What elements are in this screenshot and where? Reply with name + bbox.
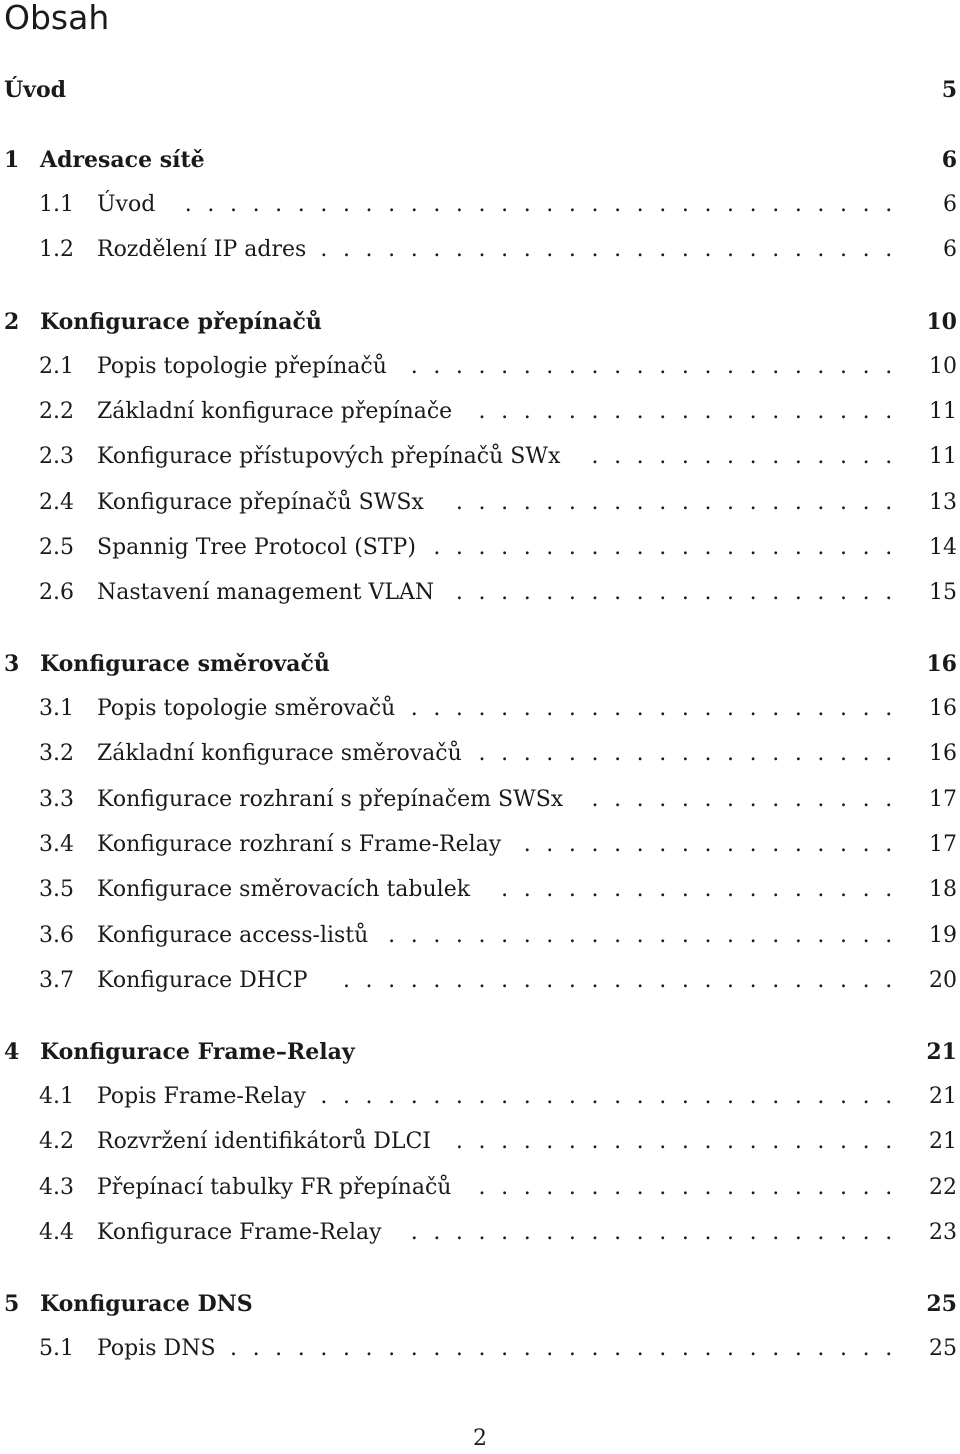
section-label: Rozvržení identifikátorů DLCI [97,1127,433,1157]
section-number: 3.7 [39,968,74,993]
section-label: Konfigurace Frame-Relay [97,1218,384,1248]
dot-leader: . . . . . . . . . . . . . . . . . . . . . . [410,1220,893,1245]
section-label: Popis topologie přepínačů [97,352,389,382]
toc-section-3-2[interactable] [0,739,960,769]
section-page: 6 [943,192,957,217]
section-number: 4.2 [39,1129,74,1154]
section-number: 4.1 [39,1084,74,1109]
section-page: 18 [929,877,957,902]
chapter-label: Konfigurace Frame–Relay [40,1039,355,1065]
toc-section-2-3[interactable] [0,442,960,472]
toc-section-1-1[interactable] [0,190,960,220]
toc-section-4-3[interactable] [0,1173,960,1203]
dot-leader: . . . . . . . . . . . . . . . . . . . . . . . . . . [320,237,893,262]
toc-section-5-1[interactable] [0,1334,960,1364]
toc-chapter-5[interactable] [0,1289,960,1319]
toc-section-2-1[interactable] [0,352,960,382]
section-number: 4.3 [39,1175,74,1200]
dot-leader: . . . . . . . . . . . . . . . . . . . . [455,490,893,515]
section-page: 25 [929,1336,957,1361]
toc-chapter-4[interactable] [0,1037,960,1067]
toc-section-3-4[interactable] [0,830,960,860]
section-page: 16 [929,741,957,766]
dot-leader: . . . . . . . . . . . . . . . . . . . . . [433,535,893,560]
dot-leader: . . . . . . . . . . . . . . . . . . . [478,1175,893,1200]
chapter-number: 5 [4,1291,20,1317]
section-page: 20 [929,968,957,993]
section-label: Konfigurace přepínačů SWSx [97,488,426,518]
page-title: Obsah [4,0,110,37]
section-label: Popis topologie směrovačů [97,694,397,724]
section-page: 22 [929,1175,957,1200]
section-label: Konfigurace přístupových přepínačů SWx [97,442,562,472]
dot-leader: . . . . . . . . . . . . . . . . . . . [478,741,893,766]
section-number: 2.3 [39,444,74,469]
toc-section-2-5[interactable] [0,533,960,563]
toc-section-3-3[interactable] [0,785,960,815]
section-number: 1.1 [39,192,74,217]
section-page: 21 [929,1129,957,1154]
section-label: Konfigurace směrovacích tabulek [97,875,472,905]
section-page: 11 [929,444,957,469]
toc-chapter-3[interactable] [0,649,960,679]
section-label: Popis Frame-Relay [97,1082,308,1112]
section-number: 2.6 [39,580,74,605]
section-number: 3.4 [39,832,74,857]
section-page: 17 [929,832,957,857]
dot-leader: . . . . . . . . . . . . . . . . . . . . [455,1129,893,1154]
section-page: 10 [929,354,957,379]
section-label: Popis DNS [97,1334,218,1364]
section-number: 3.6 [39,923,74,948]
section-label: Konfigurace rozhraní s Frame-Relay [97,830,503,860]
dot-leader: . . . . . . . . . . . . . . . . . . . . . . [410,354,893,379]
section-label: Základní konfigurace přepínače [97,397,454,427]
section-label: Přepínací tabulky FR přepínačů [97,1173,453,1203]
section-number: 4.4 [39,1220,74,1245]
toc-section-2-4[interactable] [0,488,960,518]
chapter-number: 4 [4,1039,20,1065]
toc-entry-page: 5 [941,77,957,103]
chapter-label: Konfigurace přepínačů [40,309,322,335]
toc-section-4-2[interactable] [0,1127,960,1157]
dot-leader: . . . . . . . . . . . . . . . . . [523,832,893,857]
section-number: 3.3 [39,787,74,812]
dot-leader: . . . . . . . . . . . . . . . . . . . . . . . [388,923,893,948]
section-number: 5.1 [39,1336,74,1361]
chapter-label: Adresace sítě [40,147,205,173]
section-label: Rozdělení IP adres [97,235,308,265]
toc-section-3-5[interactable] [0,875,960,905]
section-label: Spannig Tree Protocol (STP) [97,533,418,563]
section-page: 15 [929,580,957,605]
dot-leader: . . . . . . . . . . . . . . . . . . [501,877,893,902]
section-label: Úvod [97,190,157,220]
toc-chapter-1[interactable] [0,145,960,175]
dot-leader: . . . . . . . . . . . . . . . . . . . . . . . . . [342,968,893,993]
chapter-label: Konfigurace směrovačů [40,651,330,677]
section-number: 2.1 [39,354,74,379]
section-number: 2.2 [39,399,74,424]
chapter-page: 10 [926,309,957,335]
section-number: 2.5 [39,535,74,560]
section-label: Konfigurace DHCP [97,966,310,996]
dot-leader: . . . . . . . . . . . . . . . . . . . [478,399,893,424]
chapter-number: 1 [4,147,20,173]
section-page: 19 [929,923,957,948]
chapter-page: 25 [926,1291,957,1317]
toc-section-3-1[interactable] [0,694,960,724]
section-page: 16 [929,696,957,721]
toc-section-2-2[interactable] [0,397,960,427]
chapter-page: 6 [941,147,957,173]
chapter-page: 16 [926,651,957,677]
section-page: 21 [929,1084,957,1109]
dot-leader: . . . . . . . . . . . . . . . . . . . . . . . . . . . . . . . . [184,192,893,217]
toc-section-4-4[interactable] [0,1218,960,1248]
section-page: 17 [929,787,957,812]
section-page: 23 [929,1220,957,1245]
section-page: 13 [929,490,957,515]
dot-leader: . . . . . . . . . . . . . . [591,787,893,812]
section-page: 11 [929,399,957,424]
toc-section-3-7[interactable] [0,966,960,996]
section-page: 6 [943,237,957,262]
section-number: 1.2 [39,237,74,262]
section-number: 3.2 [39,741,74,766]
section-number: 2.4 [39,490,74,515]
section-label: Konfigurace access-listů [97,921,370,951]
chapter-page: 21 [926,1039,957,1065]
section-page: 14 [929,535,957,560]
toc-chapter-2[interactable] [0,307,960,337]
section-label: Konfigurace rozhraní s přepínačem SWSx [97,785,565,815]
toc-section-4-1[interactable] [0,1082,960,1112]
chapter-number: 2 [4,309,20,335]
chapter-label: Konfigurace DNS [40,1291,253,1317]
toc-section-2-6[interactable] [0,578,960,608]
toc-entry-label: Úvod [4,77,67,103]
dot-leader: . . . . . . . . . . . . . . . . . . . . . . . . . . [320,1084,893,1109]
dot-leader: . . . . . . . . . . . . . . . . . . . . [455,580,893,605]
toc-entry-uvod[interactable] [0,75,960,105]
dot-leader: . . . . . . . . . . . . . . . . . . . . . . [410,696,893,721]
section-label: Nastavení management VLAN [97,578,436,608]
page-number: 2 [473,1426,487,1451]
section-number: 3.5 [39,877,74,902]
section-label: Základní konfigurace směrovačů [97,739,464,769]
chapter-number: 3 [4,651,20,677]
dot-leader: . . . . . . . . . . . . . . . . . . . . . . . . . . . . . . [229,1336,893,1361]
toc-section-1-2[interactable] [0,235,960,265]
section-number: 3.1 [39,696,74,721]
toc-section-3-6[interactable] [0,921,960,951]
dot-leader: . . . . . . . . . . . . . . [591,444,893,469]
